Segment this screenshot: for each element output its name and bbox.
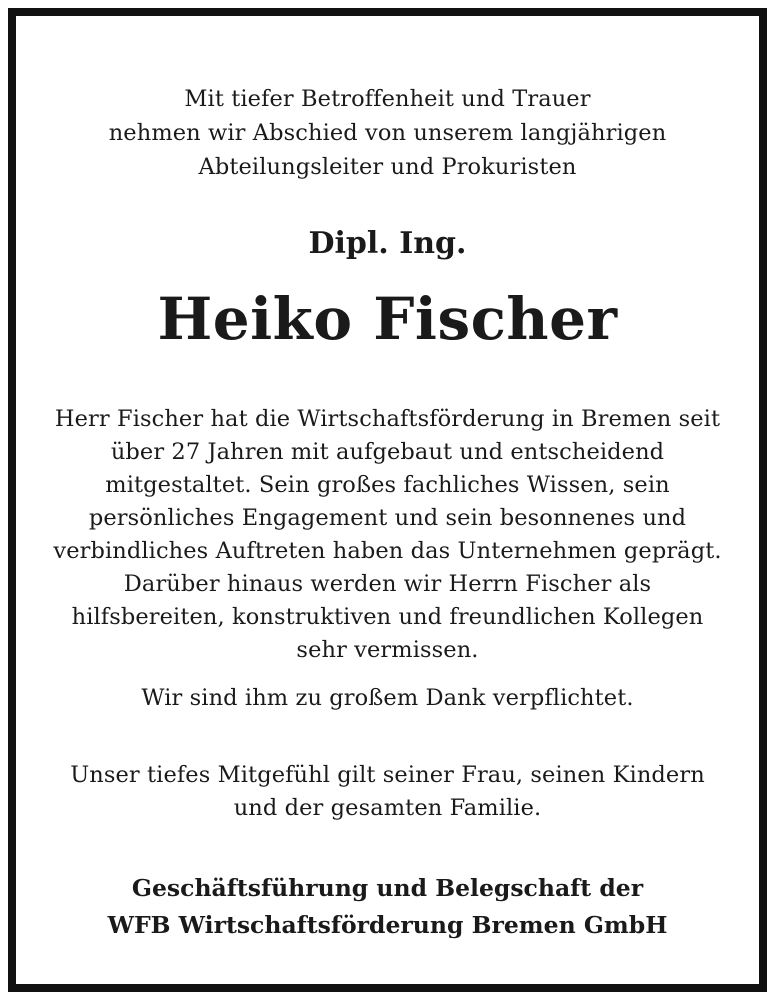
tribute-line-1: Herr Fischer hat die Wirtschaftsförderung in Bremen seit: [54, 406, 721, 432]
deceased-name: Heiko Fischer: [157, 285, 618, 353]
intro-line-2: nehmen wir Abschied von unserem langjährigen: [108, 120, 667, 146]
tribute-line-7: hilfsbereiten, konstruktiven und freundlichen Kollegen: [71, 604, 704, 630]
academic-degree: Dipl. Ing.: [308, 226, 467, 261]
tribute-line-6: Darüber hinaus werden wir Herrn Fischer als: [123, 571, 652, 597]
sympathy-line-2: und der gesamten Familie.: [233, 795, 542, 821]
tribute-line-8: sehr vermissen.: [296, 637, 479, 663]
intro-line-1: Mit tiefer Betroffenheit und Trauer: [184, 86, 591, 112]
intro-line-3: Abteilungsleiter und Prokuristen: [198, 154, 577, 180]
tribute-line-5: verbindliches Auftreten haben das Unternehmen geprägt.: [53, 538, 722, 564]
tribute-line-2: über 27 Jahren mit aufgebaut und entscheidend: [110, 439, 665, 465]
tribute-line-3: mitgestaltet. Sein großes fachliches Wissen, sein: [105, 472, 670, 498]
sympathy-line-1: Unser tiefes Mitgefühl gilt seiner Frau, seinen Kindern: [70, 762, 705, 788]
tribute-line-4: persönliches Engagement und sein besonnenes und: [88, 505, 687, 531]
obituary-notice: [8, 8, 767, 992]
signature-line-1: Geschäftsführung und Belegschaft der: [131, 874, 644, 902]
thanks-line: Wir sind ihm zu großem Dank verpflichtet.: [141, 685, 634, 711]
signature-line-2: WFB Wirtschaftsförderung Bremen GmbH: [107, 911, 668, 939]
